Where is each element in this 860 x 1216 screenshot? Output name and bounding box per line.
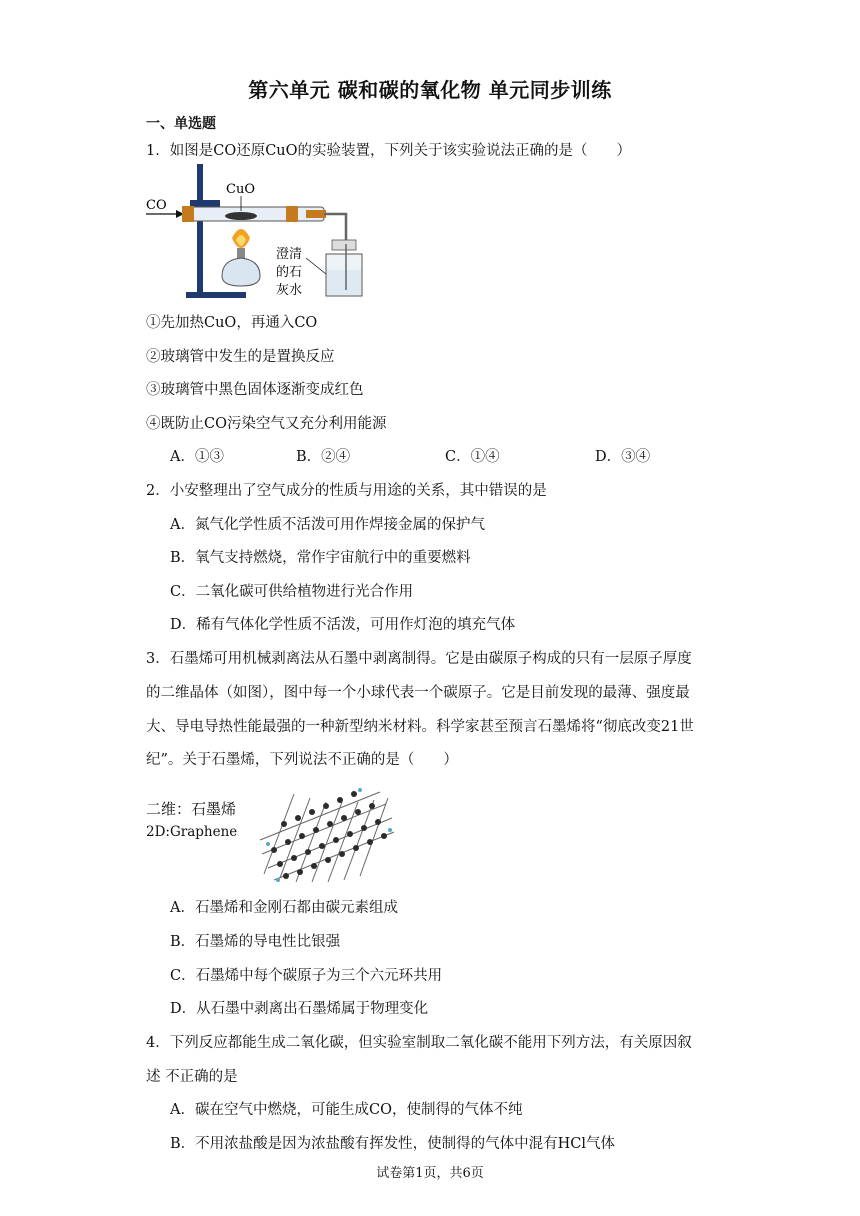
q4-stem-line-1: 4．下列反应都能生成二氧化碳，但实验室制取二氧化碳不能用下列方法，有关原因叙 [146, 1035, 692, 1051]
cuo-powder [225, 212, 257, 220]
label-co: CO [146, 198, 167, 213]
q3-option-a[interactable]: A．石墨烯和金刚石都由碳元素组成 [170, 900, 398, 916]
stand-base [186, 292, 246, 298]
q4-option-b[interactable]: B．不用浓盐酸是因为浓盐酸有挥发性，使制得的气体中混有HCl气体 [170, 1136, 616, 1152]
page-footer: 试卷第1页，共6页 [376, 1166, 484, 1181]
q3-stem-line-1: 3．石墨烯可用机械剥离法从石墨中剥离制得。它是由碳原子构成的只有一层原子厚度 [146, 651, 692, 667]
q1-option-a[interactable]: A．①③ [170, 449, 224, 465]
co-reduction-apparatus-figure [146, 164, 376, 304]
q3-option-b[interactable]: B．石墨烯的导电性比银强 [170, 934, 341, 950]
q1-statement-4: ④既防止CO污染空气又充分利用能源 [146, 416, 387, 432]
q1-statement-3: ③玻璃管中黑色固体逐渐变成红色 [146, 382, 364, 398]
q1-stem: 1．如图是CO还原CuO的实验装置，下列关于该实验说法正确的是（ ） [146, 143, 632, 159]
q3-option-d[interactable]: D．从石墨中剥离出石墨烯属于物理变化 [170, 1001, 429, 1017]
label-limewater-3: 灰水 [276, 283, 303, 298]
q2-option-c[interactable]: C．二氧化碳可供给植物进行光合作用 [170, 584, 414, 600]
alcohol-lamp [222, 258, 260, 286]
q1-option-b[interactable]: B．②④ [296, 449, 351, 465]
label-limewater-2: 的石 [276, 265, 303, 280]
q1-statement-1: ①先加热CuO，再通入CO [146, 315, 318, 331]
stopper-right [286, 206, 298, 222]
graphene-label-en: 2D:Graphene [146, 824, 238, 840]
q2-stem: 2．小安整理出了空气成分的性质与用途的关系，其中错误的是 [146, 483, 547, 499]
q4-option-a[interactable]: A．碳在空气中燃烧，可能生成CO，使制得的气体不纯 [170, 1102, 523, 1118]
graphene-lattice [254, 784, 396, 884]
stand-rod [197, 164, 203, 296]
q2-option-d[interactable]: D．稀有气体化学性质不活泼，可用作灯泡的填充气体 [170, 617, 516, 633]
q1-option-c[interactable]: C．①④ [445, 449, 500, 465]
stopper-left [182, 206, 194, 222]
q3-stem-line-3: 大、导电导热性能最强的一种新型纳米材料。科学家甚至预言石墨烯将“彻底改变21世 [146, 719, 694, 735]
label-limewater-1: 澄清 [276, 247, 303, 262]
q3-stem-line-4: 纪”。关于石墨烯，下列说法不正确的是（ ） [146, 752, 458, 768]
q2-option-a[interactable]: A．氮气化学性质不活泼可用作焊接金属的保护气 [170, 517, 485, 533]
page-title: 第六单元 碳和碳的氧化物 单元同步训练 [248, 78, 612, 102]
label-cuo: CuO [226, 182, 255, 197]
section-heading: 一、单选题 [146, 116, 216, 132]
q3-option-c[interactable]: C．石墨烯中每个碳原子为三个六元环共用 [170, 968, 443, 984]
q1-option-d[interactable]: D．③④ [595, 449, 651, 465]
q1-statement-2: ②玻璃管中发生的是置换反应 [146, 349, 335, 365]
q2-option-b[interactable]: B．氧气支持燃烧，常作宇宙航行中的重要燃料 [170, 550, 471, 566]
q4-stem-line-2: 述 不正确的是 [146, 1069, 238, 1085]
graphene-label-cn: 二维：石墨烯 [146, 800, 237, 818]
graphene-figure [146, 784, 396, 884]
q3-stem-line-2: 的二维晶体（如图），图中每一个小球代表一个碳原子。它是目前发现的最薄、强度最 [146, 685, 690, 701]
